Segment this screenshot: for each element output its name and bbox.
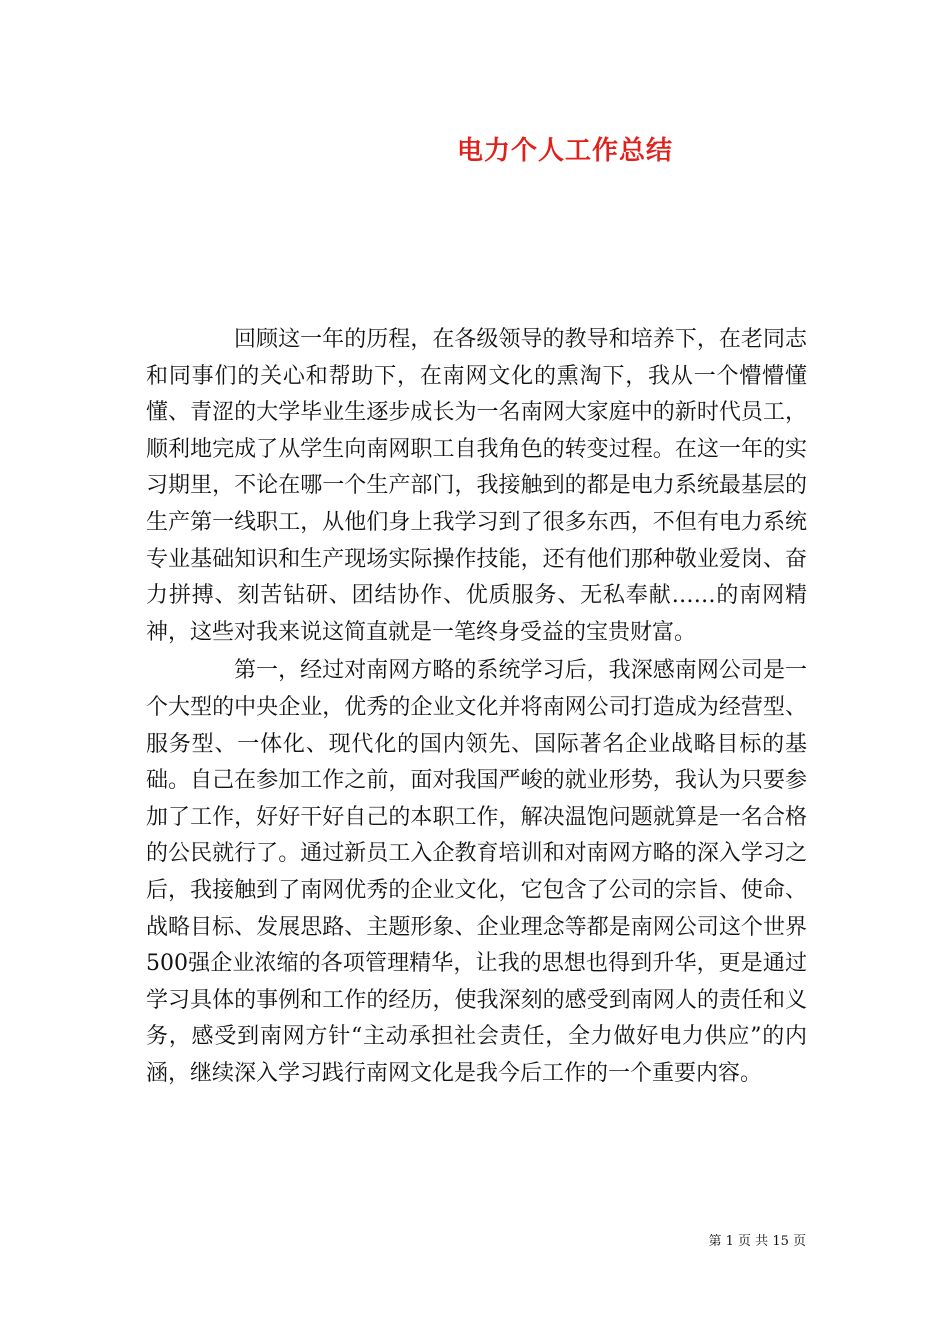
paragraph-review: 回顾这一年的历程，在各级领导的教导和培养下，在老同志和同事们的关心和帮助下，在南网文化的熏淘下，我从一个懵懵懂懂、青涩的大学毕业生逐步成长为一名南网大家庭中的新时代员工，顺利地完成了从学生向南网职工自我角色的转变过程。在这一年的实习期里，不论在哪一个生产部门，我接触到的都是电力系统最基层的生产第一线职工，从他们身上我学习到了很多东西，不但有电力系统专业基础知识和生产现场实际操作技能，还有他们那种敬业爱岗、奋力拼搏、刻苦钻研、团结协作、优质服务、无私奉献……的南网精神，这些对我来说这简直就是一笔终身受益的宝贵财富。 xyxy=(146,327,807,645)
document-body xyxy=(146,322,807,1092)
document-title: 电力个人工作总结 xyxy=(456,136,673,166)
page-number: 第 1 页 共 15 页 xyxy=(708,1234,806,1249)
paragraph-first: 第一，经过对南网方略的系统学习后，我深感南网公司是一个大型的中央企业，优秀的企业文化并将南网公司打造成为经营型、服务型、一体化、现代化的国内领先、国际著名企业战略目标的基础。自己在参加工作之前，面对我国严峻的就业形势，我认为只要参加了工作，好好干好自己的本职工作，解决温饱问题就算是一名合格的公民就行了。通过新员工入企教育培训和对南网方略的深入学习之后，我接触到了南网优秀的企业文化，它包含了公司的宗旨、使命、战略目标、发展思路、主题形象、企业理念等都是南网公司这个世界500强企业浓缩的各项管理精华，让我的思想也得到升华，更是通过学习具体的事例和工作的经历，使我深刻的感受到南网人的责任和义务，感受到南网方针“主动承担社会责任，全力做好电力供应”的内涵，继续深入学习践行南网文化是我今后工作的一个重要内容。 xyxy=(146,658,807,1086)
